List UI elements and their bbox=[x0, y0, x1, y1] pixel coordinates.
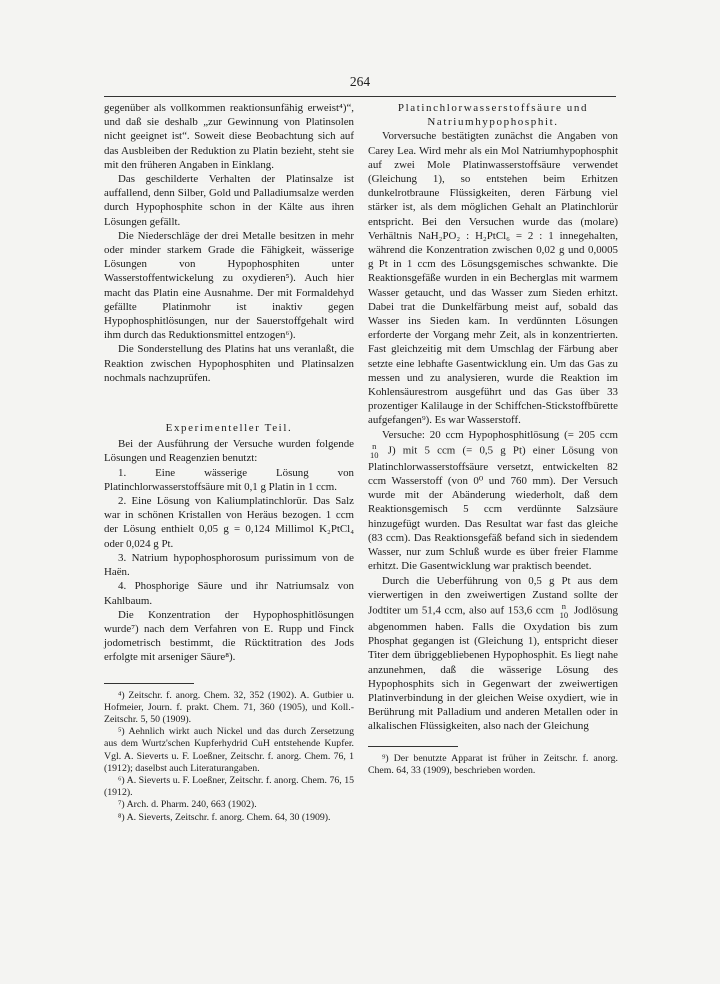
paragraph bbox=[368, 574, 618, 734]
paragraph: Bei der Ausführung der Versuche wurden folgende Lösungen und Reagenzien benutzt: bbox=[104, 438, 354, 465]
footnotes bbox=[104, 690, 354, 824]
footnote: ⁷) Arch. d. Pharm. 240, 663 (1902). bbox=[118, 799, 257, 811]
footnote-rule bbox=[104, 683, 194, 684]
footnote-rule bbox=[368, 746, 458, 747]
right-column bbox=[368, 101, 618, 777]
fraction-denominator: 10 bbox=[370, 449, 379, 460]
section-heading: Experimenteller Teil. bbox=[165, 422, 293, 435]
footnote: ⁴) Zeitschr. f. anorg. Chem. 32, 352 (1902). A. Gutbier u. Hofmeier, Journ. f. prakt. Chem. 71, 360 (1905), und Koll.-Zeitschr. 5, 50 (1909). bbox=[104, 689, 354, 725]
paragraph: Die Konzentration der Hypophosphitlösungen wurde⁷) nach dem Verfahren von E. Rupp und Finck jodometrisch bestimmt, die Rücktitration des Jods erfolgte mit arseniger Säure⁸). bbox=[104, 608, 354, 664]
paragraph: Das geschilderte Verhalten der Platinsalze ist auffallend, denn Silber, Gold und Palladiumsalze werden durch Hypophosphite schon in der Kälte aus ihren Lösungen gefällt. bbox=[104, 173, 354, 228]
page-number: 264 bbox=[349, 74, 371, 89]
fraction-denominator: 10 bbox=[559, 609, 569, 620]
text-run: Jodlösung abgenommen haben. Falls die Oxydation bis zum Phosphat gegangen ist (Gleichung 1), entspricht dieser Titer dem übriggebliebenen Hypophosphit. Es liegt nahe anzunehmen, daß die wässerige Lösung des Hypophosphits sich in Gegenwart der zweiwertigen Platinverbindung in der gleichen Weise oxydiert, wie in Berührung mit Palladium und anderen Metallen oder in alkalischen Flüssigkeiten, also nach der Gleichung bbox=[368, 604, 618, 733]
list-item: 1. Eine wässerige Lösung von Platinchlorwasserstoffsäure mit 0,1 g Platin in 1 ccm. bbox=[104, 466, 354, 493]
footnote: ⁶) A. Sieverts u. F. Loeßner, Zeitschr. f. anorg. Chem. 76, 15 (1912). bbox=[104, 774, 354, 799]
text-run: J) mit 5 ccm (= 0,5 g Pt) einer Lösung von Platinchlorwasserstoffsäure versetzt, entwickelten 82 ccm Wasserstoff (von 0⁰ und 760 mm). Der Versuch wurde mit der Abänderung wiederholt, daß dem Reaktionsgemisch 5 ccm verdünnte Salzsäure hinzugefügt wurden. Das Resultat war fast das gleiche (83 ccm). Das Reaktionsgefäß befand sich in siedendem Wasser, nur zum Schluß wurde es über freier Flamme erhitzt. Die Gasentwicklung war praktisch beendet. bbox=[368, 444, 618, 573]
paragraph: Die Sonderstellung des Platins hat uns veranlaßt, die Reaktion zwischen Hypophosphiten und Platinsalzen nochmals nachzuprüfen. bbox=[104, 343, 354, 384]
list-item: 2. Eine Lösung von Kaliumplatinchlorür. Das Salz war in schönen Kristallen von Heräus bezogen. 1 ccm der Lösung enthielt 0,05 g = 0,124 Millimol K₂PtCl₄ oder 0,024 g Pt. bbox=[104, 495, 354, 550]
text-run: Versuche: 20 ccm Hypophosphitlösung (= 205 ccm bbox=[382, 428, 618, 441]
list-item: 3. Natrium hypophosphorosum purissimum von de Haën. bbox=[104, 551, 354, 579]
paragraph: gegenüber als vollkommen reaktionsunfähig erweist⁴)“, und daß sie deshalb „zur Gewinnung von Platinsolen nicht geeignet ist“. Soweit diese Beobachtung sich auf das Ausbleiben der Reduktion zu Platin bezieht, steht sie mit den früheren Angaben in Einklang. bbox=[104, 102, 354, 171]
fraction-numerator: n bbox=[372, 440, 377, 451]
header-rule bbox=[104, 96, 616, 97]
left-column bbox=[104, 101, 354, 824]
paragraph: Die Niederschläge der drei Metalle besitzen in mehr oder minder starkem Grade die Fähigkeit, wässerige Lösungen von Hypophosphiten unter Wasserstoffentwickelung zu oxydieren⁵). Auch hier macht das Platin eine Ausnahme. Der mit Formaldehyd gefällte Platinmohr ist inaktiv gegen Hypophosphitlösungen, nur der Sauerstoffgehalt wird ihm durch das Reduktionsmittel entzogen⁶). bbox=[104, 229, 354, 342]
footnote: ⁸) A. Sieverts, Zeitschr. f. anorg. Chem. 64, 30 (1909). bbox=[118, 811, 331, 823]
footnote: ⁹) Der benutzte Apparat ist früher in Zeitschr. f. anorg. Chem. 64, 33 (1909), beschrieben worden. bbox=[368, 752, 618, 776]
footnote: ⁵) Aehnlich wirkt auch Nickel und das durch Zersetzung aus dem Wurtz'schen Kupferhydrid CuH entstehende Kupfer. Vgl. A. Sieverts u. F. Loeßner, Zeitschr. f. anorg. Chem. 76, 1 (1912); daselbst auch Literaturangaben. bbox=[104, 726, 354, 774]
fraction-numerator: n bbox=[561, 600, 567, 611]
text-run: Durch die Ueberführung von 0,5 g Pt aus dem vierwertigen in den zweiwertigen Zustand sollte der Jodtiter um 51,4 ccm, also auf 153,6 ccm bbox=[368, 574, 618, 617]
footnotes bbox=[368, 753, 618, 777]
list-item: 4. Phosphorige Säure und ihr Natriumsalz von Kahlbaum. bbox=[104, 580, 354, 607]
fraction bbox=[370, 442, 379, 460]
fraction bbox=[560, 602, 569, 620]
section-heading: Platinchlorwasserstoffsäure und Natriumhypophosphit. bbox=[397, 102, 589, 129]
paragraph: Vorversuche bestätigten zunächst die Angaben von Carey Lea. Wird mehr als ein Mol Natriumhypophosphit auf zwei Mole Platinwasserstoffsäure verwendet (Gleichung 1), so entstehen beim Erhitzen dunkelrotbraune Flüssigkeiten, deren Färbung viel stärker ist, als dem möglichen Gehalt an Platinchlorür entspricht. Bei den Versuchen wurde das (molare) Verhältnis NaH₂PO₂ : H₂PtCl₆ = 2 : 1 innegehalten, während die Konzentration zwischen 0,02 g und 0,0005 g Pt in 1 ccm des Lösungsgemisches schwankte. Die Reaktionsgefäße wurden in ein Becherglas mit warmem Wasser getaucht, und das Wasser zum Sieden erhitzt. Dabei trat die Dunkelfärbung meist auf, sobald das Wasser ins Sieden kam. In verdünnten Lösungen erforderte der Vorgang mehr Zeit, als in konzentrierten. Fast gleichzeitig mit dem Umschlag der Färbung aber setzte eine lebhafte Gasentwicklung ein. Um das Gas zu messen und zu analysieren, wurde die Reaktion im Kohlensäurestrom ausgeführt und das Gas über 33 prozentiger Kalilauge in der Schiffchen-Stickstoffbürette aufgefangen⁹). Es war Wasserstoff. bbox=[368, 130, 618, 427]
paragraph bbox=[368, 428, 618, 574]
